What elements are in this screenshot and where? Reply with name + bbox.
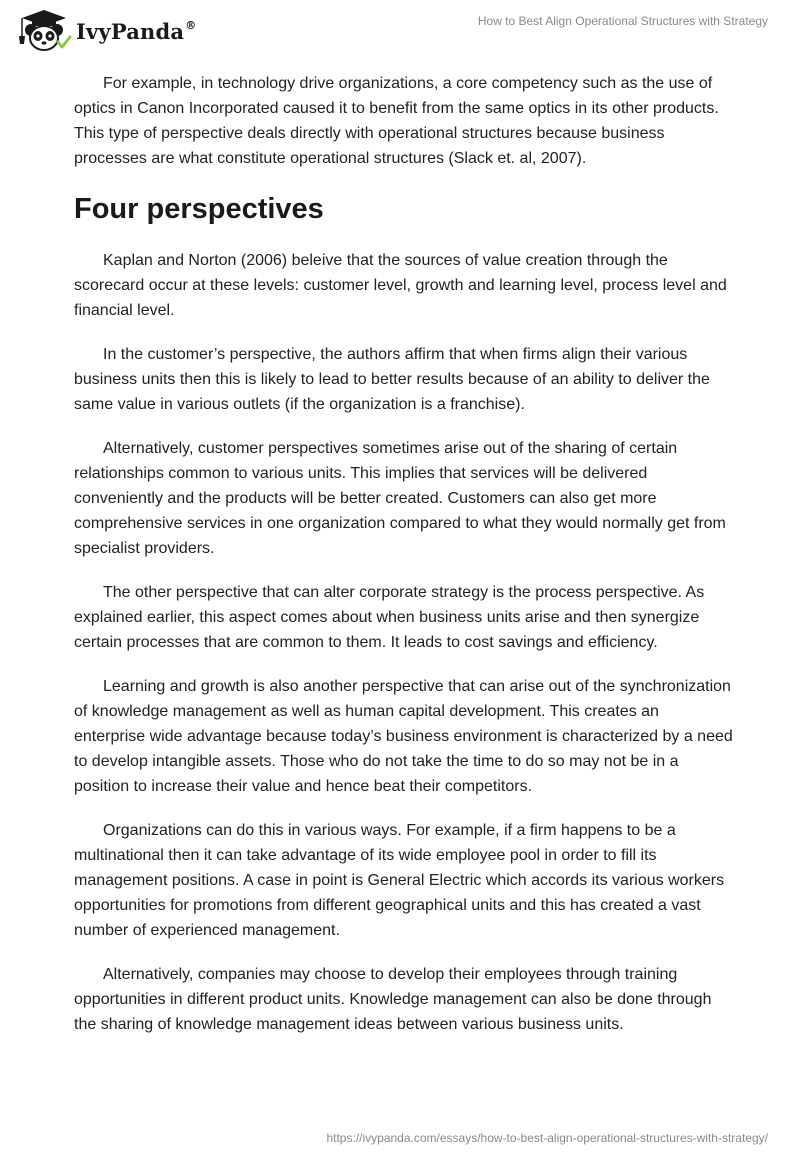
panda-graduation-cap-icon (14, 8, 74, 52)
page-header (0, 0, 800, 60)
paragraph: Organizations can do this in various ways. For example, if a firm happens to be a multinational then it can take advantage of its wide employee pool in order to fill its management positions. A case in point is General Electric which accords its various workers opportunities for promotions from different geographical units and this has created a vast number of experienced management. (74, 822, 725, 939)
paragraph: Alternatively, customer perspectives sometimes arise out of the sharing of certain relationships common to various units. This implies that services will be delivered conveniently and the products will be better created. Customers can also get more comprehensive services in one organization compared to what they would normally get from specialist providers. (74, 440, 726, 557)
section-heading: Four perspectives (74, 193, 324, 225)
paragraph: The other perspective that can alter corporate strategy is the process perspective. As explained earlier, this aspect comes about when business units arise and then synergize certain processes that are common to them. It leads to cost savings and efficiency. (74, 584, 705, 651)
paragraph: Kaplan and Norton (2006) beleive that the sources of value creation through the scorecard occur at these levels: customer level, growth and learning level, process level and financial level. (74, 252, 727, 319)
paragraph: For example, in technology drive organizations, a core competency such as the use of optics in Canon Incorporated caused it to benefit from the same optics in its other products. This type of perspective deals directly with operational structures because business processes are what constitute operational structures (Slack et. al, 2007). (74, 75, 719, 167)
paragraph: Learning and growth is also another perspective that can arise out of the synchronization of knowledge management as well as human capital development. This creates an enterprise wide advantage because today’s business environment is characterized by a need to develop intangible assets. Those who do not take the time to do so may not be in a position to increase their value and hence beat their competitors. (74, 678, 733, 795)
article-body (74, 71, 734, 1056)
paragraph: In the customer’s perspective, the authors affirm that when firms align their various business units then this is likely to lead to better results because of an ability to deliver the same value in various outlets (if the organization is a franchise). (74, 346, 710, 413)
document-title: How to Best Align Operational Structures with Strategy (477, 14, 768, 28)
registered-mark: ® (185, 18, 197, 32)
logo-text: IvyPanda® (76, 18, 197, 44)
source-url-link[interactable]: https://ivypanda.com/essays/how-to-best-align-operational-structures-with-strategy/ (326, 1131, 768, 1145)
ivypanda-logo[interactable] (14, 8, 196, 52)
paragraph: Alternatively, companies may choose to develop their employees through training opportunities in different product units. Knowledge management can also be done through the sharing of knowledge management ideas between various business units. (74, 966, 712, 1033)
